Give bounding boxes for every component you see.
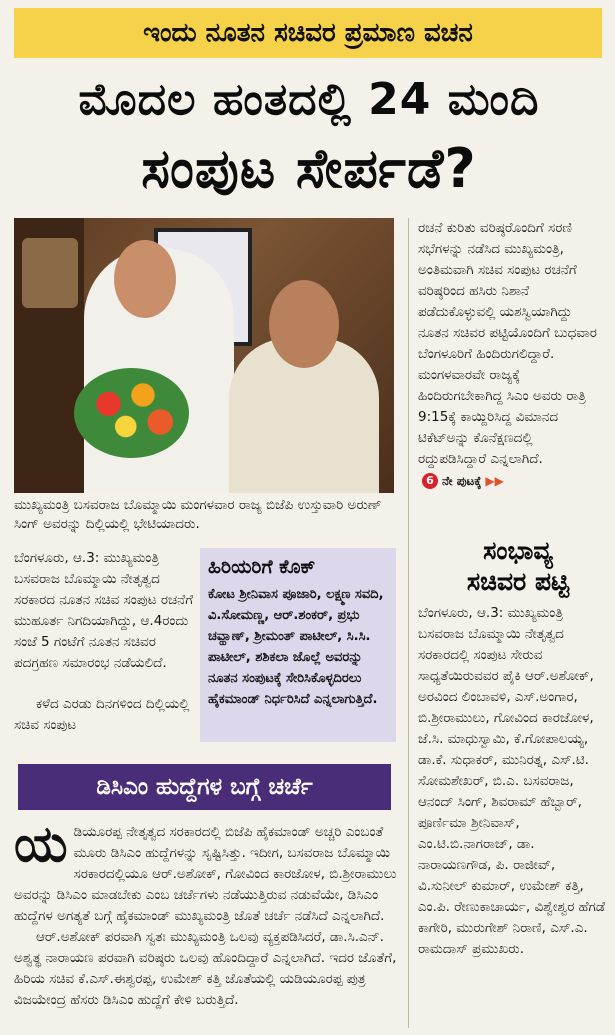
kicker-banner xyxy=(14,8,602,58)
right-column-top xyxy=(418,218,604,492)
photo-caption: ಮುಖ್ಯಮಂತ್ರಿ ಬಸವರಾಜ ಬೊಮ್ಮಾಯಿ ಮಂಗಳವಾರ ರಾಜ್ಯ ಬಿಜೆಪಿ ಉಸ್ತುವಾರಿ ಅರುಣ್ ಸಿಂಗ್ ಅವರನ್ನು ದಿಲ್ಲಿಯಲ್ಲಿ ಭೇಟಿಯಾದರು. xyxy=(14,497,382,532)
dcm-section-banner xyxy=(18,764,391,810)
main-headline xyxy=(10,68,608,206)
continued-reference[interactable] xyxy=(422,471,504,492)
kicker-text: ಇಂದು ನೂತನ ಸಚಿವರ ಪ್ರಮಾಣ ವಚನ xyxy=(143,17,473,48)
continued-page-number: 6 xyxy=(422,473,438,489)
headline-line-2: ಸಂಪುಟ ಸೇರ್ಪಡೆ? xyxy=(141,137,477,200)
dcm-banner-text: ಡಿಸಿಎಂ ಹುದ್ದೆಗಳ ಬಗ್ಗೆ ಚರ್ಚೆ xyxy=(96,774,313,800)
right-top-article-text: ರಚನೆ ಕುರಿತು ವರಿಷ್ಠರೊಂದಿಗೆ ಸರಣಿ ಸಭೆಗಳನ್ನು ನಡೆಸಿದ ಮುಖ್ಯಮಂತ್ರಿ, ಅಂತಿಮವಾಗಿ ಸಚಿವ ಸಂಪುಟ ರಚನೆಗೆ ವರಿಷ್ಠರಿಂದ ಹಸಿರು ನಿಶಾನೆ ಪಡೆದುಕೊಳ್ಳುವಲ್ಲಿ ಯಶಸ್ವಿಯಾಗಿದ್ದು ನೂತನ ಸಚಿವರ ಪಟ್ಟಿಯೊಂದಿಗೆ ಬುಧವಾರ ಬೆಂಗಳೂರಿಗೆ ಹಿಂದಿರುಗಲಿದ್ದಾರೆ. ಮಂಗಳವಾರವೇ ರಾಜ್ಯಕ್ಕೆ ಹಿಂದಿರುಗಬೇಕಾಗಿದ್ದ ಸಿಎಂ ಅವರು ರಾತ್ರಿ 9:15ಕ್ಕೆ ಕಾಯ್ದಿರಿಸಿದ್ದ ವಿಮಾನದ ಟಿಕೆಟ್‌ಅನ್ನು ಕೊನೆಕ್ಷಣದಲ್ಲಿ ರದ್ದುಪಡಿಸಿದ್ದಾರೆ ಎನ್ನಲಾಗಿದೆ. xyxy=(418,220,597,467)
subhead-line-1: ಸಂಭಾವ್ಯ xyxy=(483,536,553,565)
left-column xyxy=(14,548,194,736)
person-right-face xyxy=(269,280,339,368)
news-photo xyxy=(14,218,394,493)
flower-bouquet xyxy=(74,368,189,458)
subhead-line-2: ಸಚಿವರ ಪಟ್ಟಿ xyxy=(466,567,570,596)
headline-line-1: ಮೊದಲ ಹಂತದಲ್ಲಿ 24 ಮಂದಿ xyxy=(78,74,540,125)
dcm-article-para-1: ಡಿಯೂರಪ್ಪ ನೇತೃತ್ವದ ಸರಕಾರದಲ್ಲಿ ಬಿಜೆಪಿ ಹೈಕಮಾಂಡ್ ಅಚ್ಚರಿ ಎಂಬಂತೆ ಮೂರು ಡಿಸಿಎಂ ಹುದ್ದೆಗಳನ್ನು ಸೃಷ್ಟಿಸಿತ್ತು. ಇದೀಗ, ಬಸವರಾಜ ಬೊಮ್ಮಾಯಿ ಸರಕಾರದಲ್ಲಿಯೂ ಆರ್.ಅಶೋಕ್, ಗೋವಿಂದ ಕಾರಜೋಳ, ಬಿ.ಶ್ರೀರಾಮುಲು ಅವರನ್ನು ಡಿಸಿಎಂ ಮಾಡಬೇಕು ಎಂಬ ಚರ್ಚೆಗಳು ನಡೆಯುತ್ತಿರುವ ನಡುವೆಯೇ, ಡಿಸಿಎಂ ಹುದ್ದೆಗಳ ಅಗತ್ಯತೆ ಬಗ್ಗೆ ಹೈಕಮಾಂಡ್ ಮುಖ್ಯಮಂತ್ರಿ ಜೊತೆ ಚರ್ಚೆ ನಡೆಸಿದೆ ಎನ್ನಲಾಗಿದೆ. xyxy=(14,824,397,924)
continued-text: ನೇ ಪುಟಕ್ಕೆ xyxy=(442,473,482,488)
box-text: ಕೋಟ ಶ್ರೀನಿವಾಸ ಪೂಜಾರಿ, ಲಕ್ಷ್ಮಣ ಸವದಿ, ವಿ.ಸೋಮಣ್ಣ, ಆರ್.ಶಂಕರ್, ಪ್ರಭು ಚವ್ಹಾಣ್, ಶ್ರೀಮಂತ್ ಪಾಟೀಲ್, ಸಿ.ಸಿ. ಪಾಟೀಲ್, ಶಶಿಕಲಾ ಜೊಲ್ಲೆ ಅವರನ್ನು ನೂತನ ಸಂಪುಟಕ್ಕೆ ಸೇರಿಸಿಕೊಳ್ಳದಿರಲು ಹೈಕಮಾಂಡ್ ನಿರ್ಧರಿಸಿದೆ ಎನ್ನಲಾಗುತ್ತಿದೆ. xyxy=(208,587,384,707)
dcm-article-para-2: ಆರ್.ಅಶೋಕ್ ಪರವಾಗಿ ಸ್ವತಃ ಮುಖ್ಯಮಂತ್ರಿ ಒಲವು ವ್ಯಕ್ತಪಡಿಸಿದರೆ, ಡಾ.ಸಿ.ಎನ್. ಅಶ್ವತ್ಥ ನಾರಾಯಣ ಪರವಾಗಿ ವರಿಷ್ಠರು ಒಲವು ಹೊಂದಿದ್ದಾರೆ ಎನ್ನಲಾಗಿದೆ. ಇದರ ಜೊತೆಗೆ, ಹಿರಿಯ ಸಚಿವ ಕೆ.ಎಸ್.ಈಶ್ವರಪ್ಪ, ಉಮೇಶ್ ಕತ್ತಿ ಜೊತೆಯಲ್ಲಿ ಯಡಿಯೂರಪ್ಪ ಪುತ್ರ ವಿಜಯೇಂದ್ರ ಹೆಸರು ಡಿಸಿಎಂ ಹುದ್ದೆಗೆ ಕೇಳಿ ಬರುತ್ತಿದೆ. xyxy=(14,929,397,1008)
dcm-article xyxy=(14,815,412,1011)
probable-ministers-heading xyxy=(430,535,606,597)
left-column-para-2: ಕಳೆದ ಎರಡು ದಿನಗಳಿಂದ ದಿಲ್ಲಿಯಲ್ಲಿ ಸಚಿವ ಸಂಪುಟ xyxy=(14,696,190,733)
right-column-bottom: ಬೆಂಗಳೂರು, ಆ.3: ಮುಖ್ಯಮಂತ್ರಿ ಬಸವರಾಜ ಬೊಮ್ಮಾಯಿ ನೇತೃತ್ವದ ಸರಕಾರದಲ್ಲಿ ಸಂಪುಟ ಸೇರುವ ಸಾಧ್ಯತೆಯಿರುವವರ ಪೈಕಿ ಆರ್.ಅಶೋಕ್, ಅರವಿಂದ ಲಿಂಬಾವಳಿ, ಎಸ್.ಅಂಗಾರ, ಬಿ.ಶ್ರೀರಾಮುಲು, ಗೋವಿಂದ ಕಾರಜೋಳ, ಜೆ.ಸಿ. ಮಾಧುಸ್ವಾಮಿ, ಕೆ.ಗೋಪಾಲಯ್ಯ, ಡಾ.ಕೆ. ಸುಧಾಕರ್, ಮುನಿರತ್ನ, ಎಸ್.ಟಿ. ಸೋಮಶೇಖರ್, ಬಿ.ಎ. ಬಸವರಾಜ, ಆನಂದ್ ಸಿಂಗ್, ಶಿವರಾಮ್ ಹೆಬ್ಬಾರ್, ಪೂರ್ಣಿಮಾ ಶ್ರೀನಿವಾಸ್, ಎಂ.ಟಿ.ಬಿ.ನಾಗರಾಜ್, ಡಾ. ನಾರಾಯಣಗೌಡ, ಪಿ. ರಾಜೀವ್, ವಿ.ಸುನೀಲ್ ಕುಮಾರ್, ಉಮೇಶ್ ಕತ್ತಿ, ಎಂ.ಪಿ. ರೇಣುಕಾಚಾರ್ಯ, ವಿಶ್ವೇಶ್ವರ ಹೆಗಡೆ ಕಾಗೇರಿ, ಮುರುಗೇಶ್ ನಿರಾಣಿ, ಎಸ್.ಎ. ರಾಮದಾಸ್ ಪ್ರಮುಖರು. xyxy=(418,605,606,957)
person-left-face xyxy=(114,240,176,318)
box-title: ಹಿರಿಯರಿಗೆ ಕೊಕ್ xyxy=(208,556,316,578)
ship-model xyxy=(22,238,78,308)
drop-cap: ಯ xyxy=(14,815,68,873)
left-column-para-1: ಬೆಂಗಳೂರು, ಆ.3: ಮುಖ್ಯಮಂತ್ರಿ ಬಸವರಾಜ ಬೊಮ್ಮಾಯಿ ನೇತೃತ್ವದ ಸರಕಾರದ ನೂತನ ಸಚಿವ ಸಂಪುಟ ರಚನೆಗೆ ಮುಹೂರ್ತ ನಿಗದಿಯಾಗಿದ್ದು, ಆ.4ರಂದು ಸಂಜೆ 5 ಗಂಟೆಗೆ ನೂತನ ಸಚಿವರ ಪದಗ್ರಹಣ ಸಮಾರಂಭ ನಡೆಯಲಿದೆ. xyxy=(14,550,194,671)
continued-arrow-icon: ▶▶ xyxy=(485,473,504,488)
seniors-dropped-box xyxy=(200,548,396,742)
